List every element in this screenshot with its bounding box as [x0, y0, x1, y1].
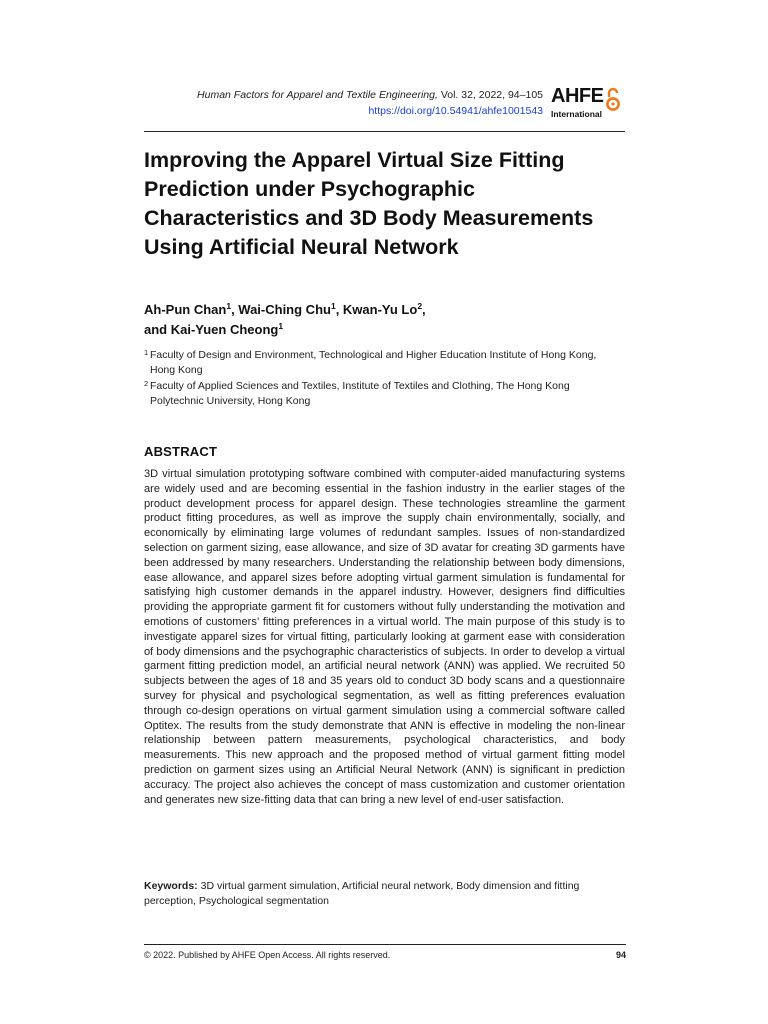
- affiliation-list: [144, 348, 624, 409]
- author-affil-mark: 1: [278, 321, 284, 331]
- affiliation-item: [144, 348, 624, 378]
- author-affil-mark: 1: [226, 301, 232, 311]
- affiliation-number: 1: [144, 348, 149, 357]
- abstract-body: 3D virtual simulation prototyping software combined with computer-aided manufacturing systems are widely used and are becoming essential in the fashion industry in the earlier stages of the product development process for apparel design. These technologies streamline the garment product fitting procedures, as well as improve the supply chain environmentally, socially, and economically by eliminating large volumes of redundant samples. Issues of non-standardized selection on garment sizing, ease allowance, and size of 3D avatar for creating 3D garments have been addressed by many researchers. Understanding the relationship between body dimensions, ease allowance, and apparel sizes before adopting virtual garment simulation is fundamental for satisfying high customer demands in the apparel industry. However, designers find difficulties providing the appropriate garment fit for customers without fully understanding the motivation and emotions of customers’ fitting preferences in a virtual world. The main purpose of this study is to investigate apparel sizes for virtual fitting, particularly looking at garment ease with consideration of body dimensions and the psychographic characteristics of subjects. In order to develop a virtual garment fitting prediction model, an artificial neural network (ANN) was applied. We recruited 50 subjects between the ages of 18 and 35 years old to conduct 3D body scans and a questionnaire survey for physical and psychological segmentation, as well as fitting preferences evaluation through co-design operations on virtual garment simulation using a commercial software called Optitex. The results from the study demonstrate that ANN is effective in modeling the non-linear relationship between pattern measurements, psychological characteristics, and body measurements. This new approach and the proposed method of virtual garment fitting model prediction on garment sizes using an Artificial Neural Network (ANN) is significant in prediction accuracy. The project also achieves the concept of mass customization and customer orientation and generates new size-fitting data that can bring a new level of end-user satisfaction.: [144, 468, 625, 806]
- author-affil-mark: 1: [330, 301, 336, 311]
- footer-divider: [144, 944, 626, 945]
- copyright-notice: © 2022. Published by AHFE Open Access. All rights reserved.: [144, 950, 391, 960]
- keywords-text: 3D virtual garment simulation, Artificial neural network, Body dimension and fitting perception, Psychological segmentation: [144, 880, 580, 907]
- author-affil-mark: 2: [417, 301, 423, 311]
- keywords-label: Keywords:: [144, 880, 198, 892]
- affiliation-item: [144, 379, 624, 409]
- author-name: and Kai-Yuen Cheong: [144, 322, 279, 337]
- author-separator: ,: [422, 302, 426, 317]
- abstract-heading: ABSTRACT: [144, 444, 218, 459]
- affiliation-number: 2: [144, 379, 149, 388]
- volume-info: Vol. 32, 2022, 94–105: [437, 89, 543, 101]
- open-access-lock-icon: [606, 87, 620, 113]
- page-footer: [144, 950, 626, 960]
- author-list: [144, 300, 614, 340]
- author-name: Ah-Pun Chan: [144, 302, 227, 317]
- doi-link[interactable]: https://doi.org/10.54941/ahfe1001543: [368, 105, 543, 117]
- affiliation-text: Faculty of Design and Environment, Technological and Higher Education Institute of Hong Kong, Hong Kong: [150, 349, 597, 376]
- paper-title: Improving the Apparel Virtual Size Fitting Prediction under Psychographic Characteristics and 3D Body Measurements Using Artificial Neural Network: [144, 148, 594, 259]
- logo-text: AHFE: [551, 85, 604, 107]
- logo-subtext: International: [551, 109, 603, 119]
- keywords: [144, 879, 625, 909]
- journal-citation: [140, 88, 543, 118]
- author-name: , Wai-Ching Chu: [231, 302, 331, 317]
- journal-name: Human Factors for Apparel and Textile Engineering,: [197, 89, 438, 101]
- header-divider: [144, 131, 625, 132]
- page-number: 94: [615, 950, 626, 960]
- author-name: , Kwan-Yu Lo: [335, 302, 418, 317]
- ahfe-logo: [550, 84, 628, 122]
- affiliation-text: Faculty of Applied Sciences and Textiles, Institute of Textiles and Clothing, The Hong Kong Polytechnic University, Hong Kong: [150, 380, 570, 407]
